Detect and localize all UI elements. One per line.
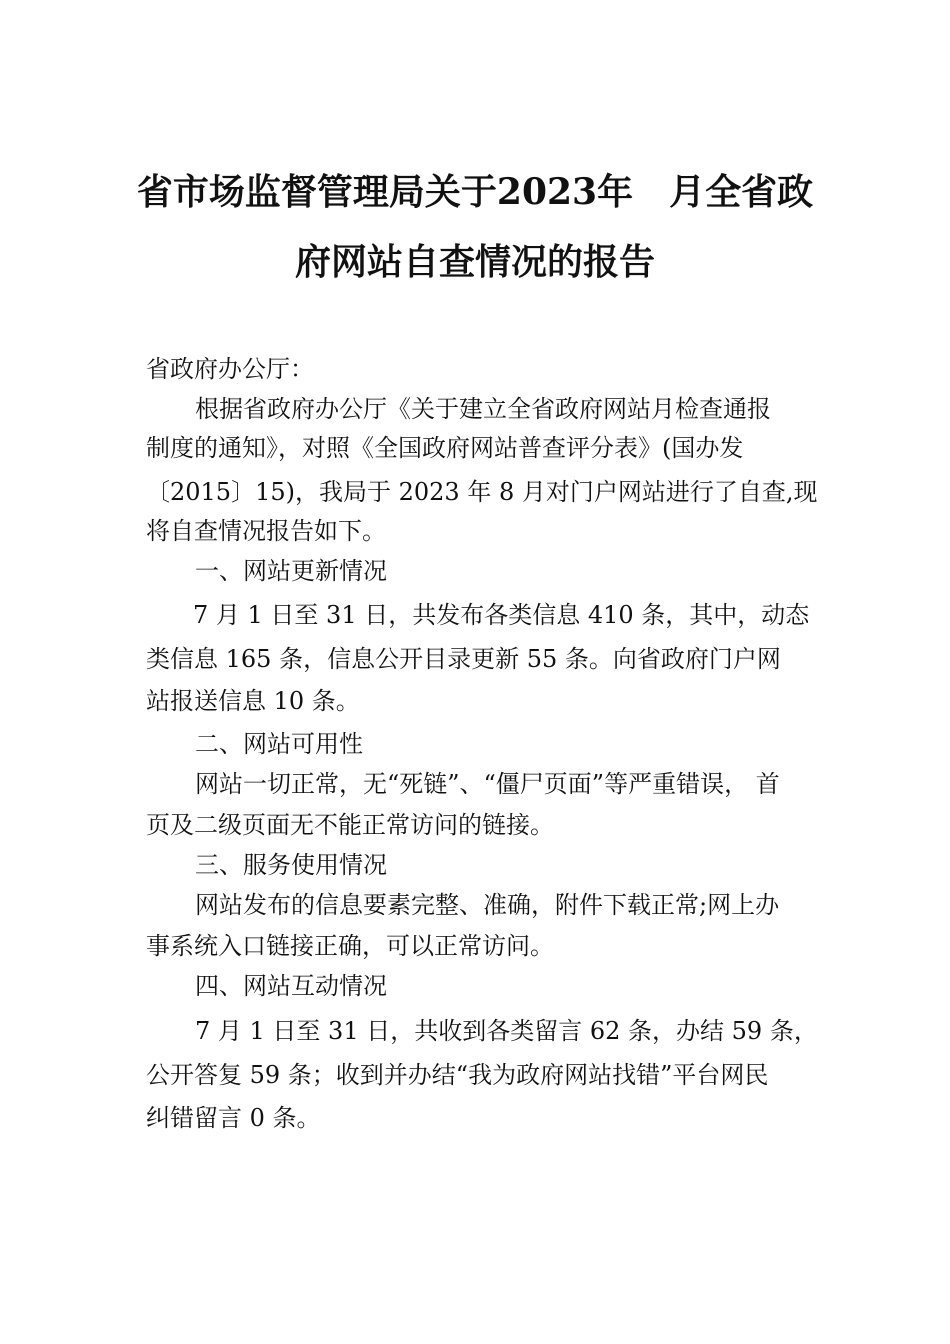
section-4-line-2: 公开答复 59 条；收到并办结“我为政府网站找错”平台网民 xyxy=(146,1061,769,1089)
section-2-heading: 二、网站可用性 xyxy=(195,730,363,758)
section-3-line-2: 事系统入口链接正确，可以正常访问。 xyxy=(146,932,554,960)
intro-line-3: 〔2015〕15)，我局于 2023 年 8 月对门户网站进行了自查,现 xyxy=(146,478,818,506)
section-2-line-1: 网站一切正常，无“死链”、“僵尸页面”等严重错误， 首 xyxy=(195,770,780,798)
intro-line-1: 根据省政府办公厅《关于建立全省政府网站月检查通报 xyxy=(195,395,771,423)
document-title-line-1: 省市场监督管理局关于2023年 月全省政 xyxy=(136,171,814,213)
section-1-line-1: 7 月 1 日至 31 日，共发布各类信息 410 条，其中，动态 xyxy=(193,601,810,629)
section-4-line-3: 纠错留言 0 条。 xyxy=(146,1104,321,1132)
section-1-line-3: 站报送信息 10 条。 xyxy=(146,687,360,715)
section-2-line-2: 页及二级页面无不能正常访问的链接。 xyxy=(146,811,554,839)
intro-line-2: 制度的通知》，对照《全国政府网站普查评分表》(国办发 xyxy=(146,434,744,462)
document-title-line-2: 府网站自查情况的报告 xyxy=(294,241,655,283)
section-4-heading: 四、网站互动情况 xyxy=(195,972,387,1000)
salutation: 省政府办公厅： xyxy=(146,355,314,383)
section-3-line-1: 网站发布的信息要素完整、准确，附件下载正常;网上办 xyxy=(195,891,780,919)
section-3-heading: 三、服务使用情况 xyxy=(195,851,387,879)
section-4-line-1: 7 月 1 日至 31 日，共收到各类留言 62 条，办结 59 条， xyxy=(195,1017,818,1045)
section-1-heading: 一、网站更新情况 xyxy=(195,557,387,585)
intro-line-4: 将自查情况报告如下。 xyxy=(146,517,386,545)
section-1-line-2: 类信息 165 条，信息公开目录更新 55 条。向省政府门户网 xyxy=(146,645,781,673)
